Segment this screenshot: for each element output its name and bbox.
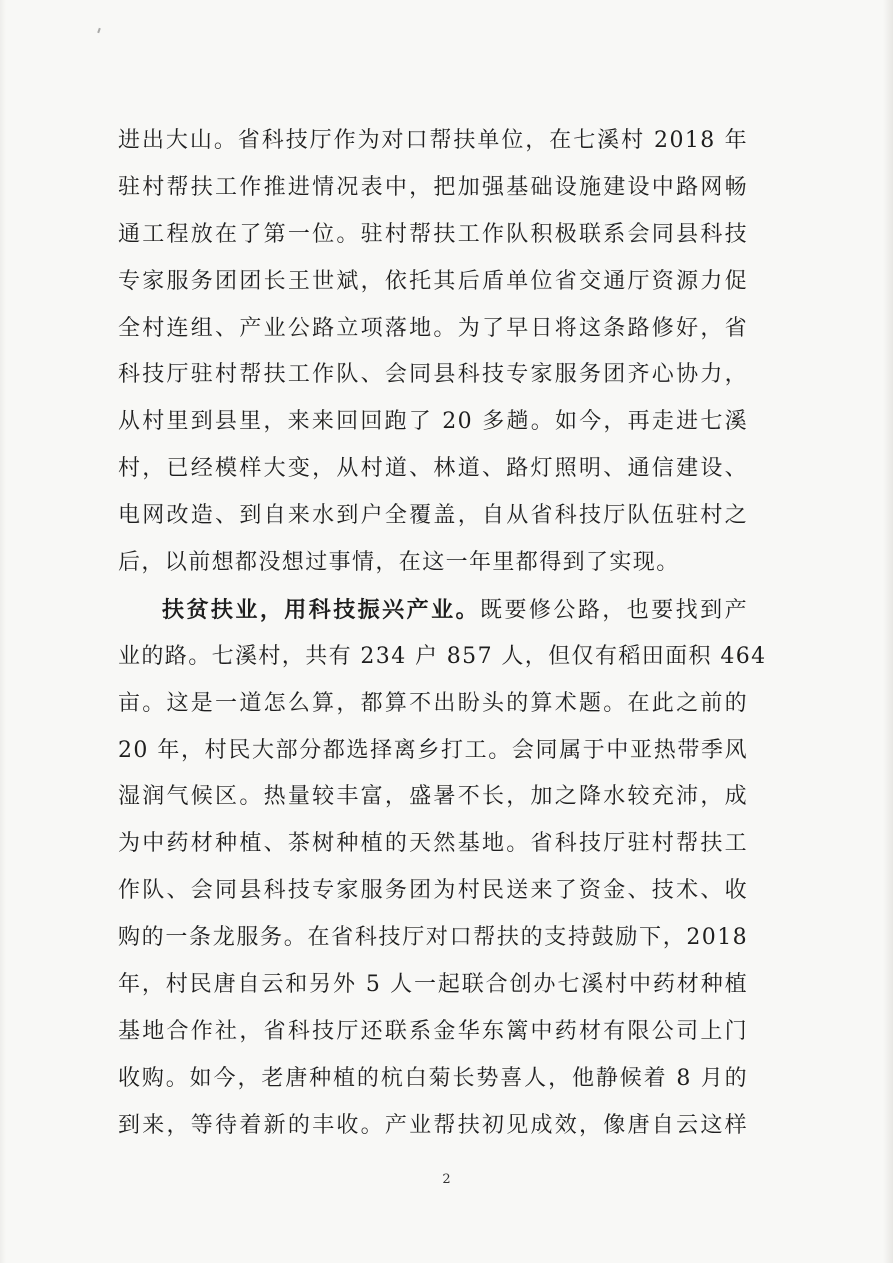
text-line: 作队、会同县科技专家服务团为村民送来了资金、技术、收 <box>118 878 748 904</box>
text-line: 到来，等待着新的丰收。产业帮扶初见成效，像唐自云这样 <box>118 1112 748 1138</box>
text-line: 电网改造、到自来水到户全覆盖，自从省科技厅队伍驻村之 <box>118 503 748 529</box>
text-line: 进出大山。省科技厅作为对口帮扶单位，在七溪村 2018 年 <box>118 128 748 153</box>
text-line: 亩。这是一道怎么算，都算不出盼头的算术题。在此之前的 <box>118 690 748 716</box>
text-line: 为中药材种植、茶树种植的天然基地。省科技厅驻村帮扶工 <box>118 831 748 857</box>
text-line: 后，以前想都没想过事情，在这一年里都得到了实现。 <box>118 550 680 576</box>
text-line: 业的路。七溪村，共有 234 户 857 人，但仅有稻田面积 464 <box>118 643 767 669</box>
text-line: 全村连组、产业公路立项落地。为了早日将这条路修好，省 <box>118 315 748 341</box>
page-edge-shadow-right <box>883 0 893 1263</box>
scan-speck <box>97 28 101 33</box>
text-line: 从村里到县里，来来回回跑了 20 多趟。如今，再走进七溪 <box>118 409 748 435</box>
text-line: 购的一条龙服务。在省科技厅对口帮扶的支持鼓励下，2018 <box>118 925 748 951</box>
body-text <box>118 118 767 1150</box>
text-line: 基地合作社，省科技厅还联系金华东篱中药材有限公司上门 <box>118 1018 748 1044</box>
text-line: 驻村帮扶工作推进情况表中，把加强基础设施建设中路网畅 <box>118 174 748 200</box>
text-line: 专家服务团团长王世斌，依托其后盾单位省交通厅资源力促 <box>118 268 748 294</box>
text-line: 村，已经模样大变，从村道、林道、路灯照明、通信建设、 <box>118 456 748 482</box>
page-number: 2 <box>442 1172 451 1187</box>
paragraph-2-first-line-rest: 既要修公路，也要找到产 <box>480 597 749 623</box>
text-line: 20 年，村民大部分都选择离乡打工。会同属于中亚热带季风 <box>118 737 748 763</box>
text-line: 通工程放在了第一位。驻村帮扶工作队积极联系会同县科技 <box>118 221 748 247</box>
text-line: 科技厅驻村帮扶工作队、会同县科技专家服务团齐心协力， <box>118 362 748 388</box>
text-line: 收购。如今，老唐种植的杭白菊长势喜人，他静候着 8 月的 <box>118 1065 748 1091</box>
text-line: 湿润气候区。热量较丰富，盛暑不长，加之降水较充沛，成 <box>118 784 748 810</box>
paragraph-2-first-line <box>118 587 748 634</box>
paragraph-2-heading: 扶贫扶业，用科技振兴产业。 <box>162 596 480 623</box>
text-line: 年，村民唐自云和另外 5 人一起联合创办七溪村中药材种植 <box>118 972 748 998</box>
page-edge-shadow-left <box>0 0 6 1263</box>
